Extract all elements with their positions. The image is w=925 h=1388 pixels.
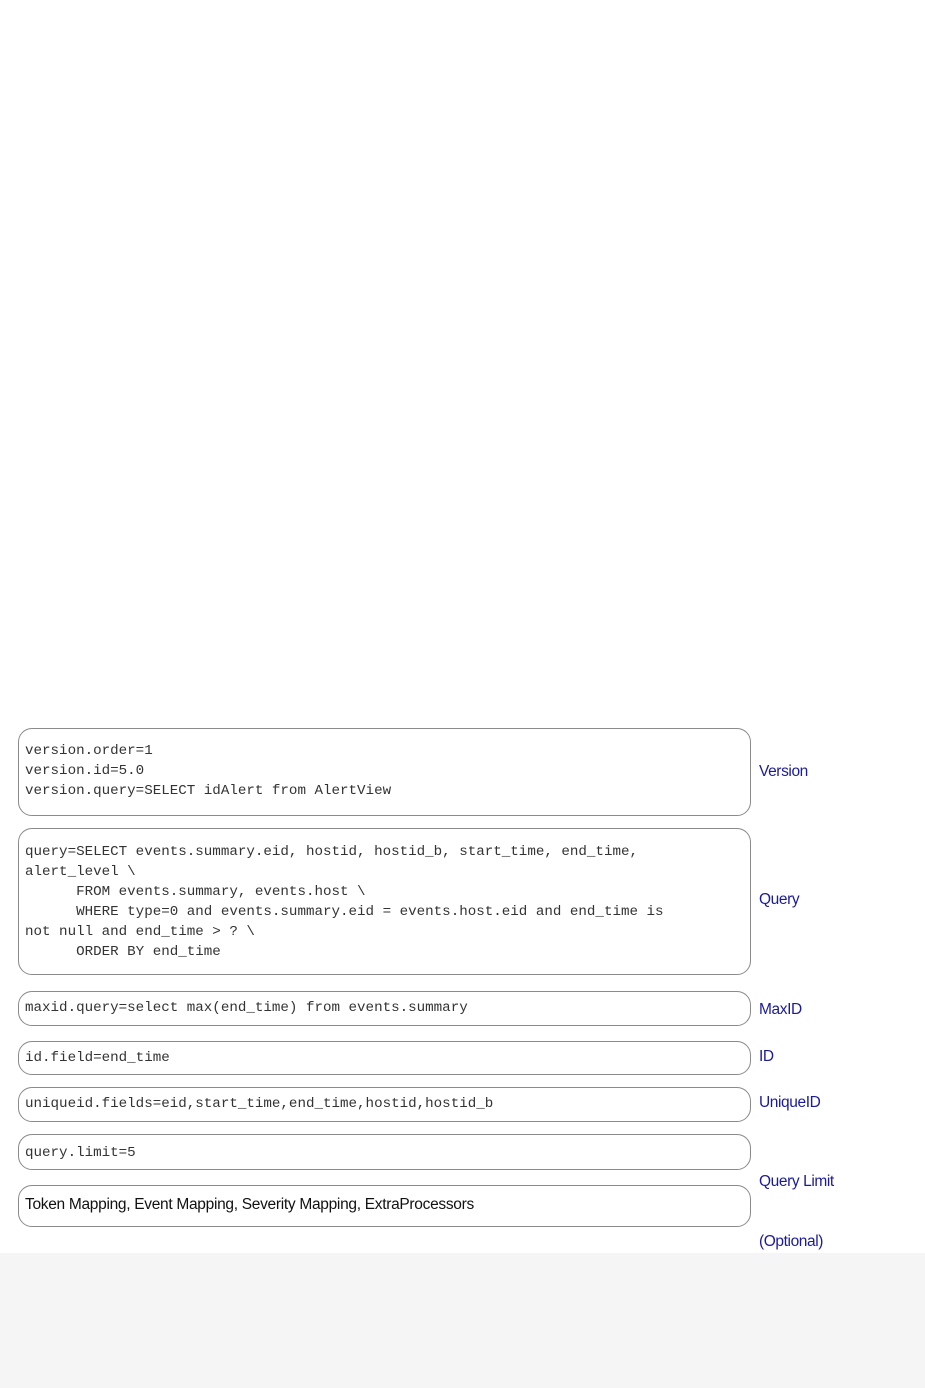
mappings-text: Token Mapping, Event Mapping, Severity Mapping, ExtraProcessors — [25, 1196, 474, 1213]
query-limit-box — [18, 1134, 751, 1170]
code-line: query=SELECT events.summary.eid, hostid, hostid_b, start_time, end_time, — [25, 844, 638, 860]
query-limit-label — [759, 1132, 834, 1272]
query-limit-label-line: Query Limit — [759, 1173, 834, 1190]
code-line: version.query=SELECT idAlert from AlertView — [25, 783, 392, 799]
code-line: not null and end_time > ? \ — [25, 924, 255, 940]
query-limit-label-line: (Optional) — [759, 1233, 824, 1250]
version-label: Version — [759, 763, 808, 780]
code-line: alert_level \ — [25, 864, 136, 880]
code-line: version.id=5.0 — [25, 763, 145, 779]
code-line: WHERE type=0 and events.summary.eid = events.host.eid and end_time is — [25, 904, 664, 920]
footer-area — [0, 1253, 925, 1388]
maxid-label: MaxID — [759, 1001, 802, 1018]
code-line: version.order=1 — [25, 743, 153, 759]
code-line: uniqueid.fields=eid,start_time,end_time,hostid,hostid_b — [25, 1096, 494, 1112]
code-line: id.field=end_time — [25, 1050, 170, 1066]
id-label: ID — [759, 1048, 774, 1065]
query-label: Query — [759, 891, 800, 908]
uniqueid-box — [18, 1087, 751, 1122]
code-line: query.limit=5 — [25, 1145, 136, 1161]
id-box — [18, 1041, 751, 1075]
uniqueid-label: UniqueID — [759, 1094, 821, 1111]
version-box — [18, 728, 751, 816]
code-line: FROM events.summary, events.host \ — [25, 884, 366, 900]
code-line: maxid.query=select max(end_time) from events.summary — [25, 1000, 468, 1016]
mappings-box — [18, 1185, 751, 1227]
query-box — [18, 828, 751, 975]
code-line: ORDER BY end_time — [25, 944, 221, 960]
maxid-box — [18, 991, 751, 1026]
